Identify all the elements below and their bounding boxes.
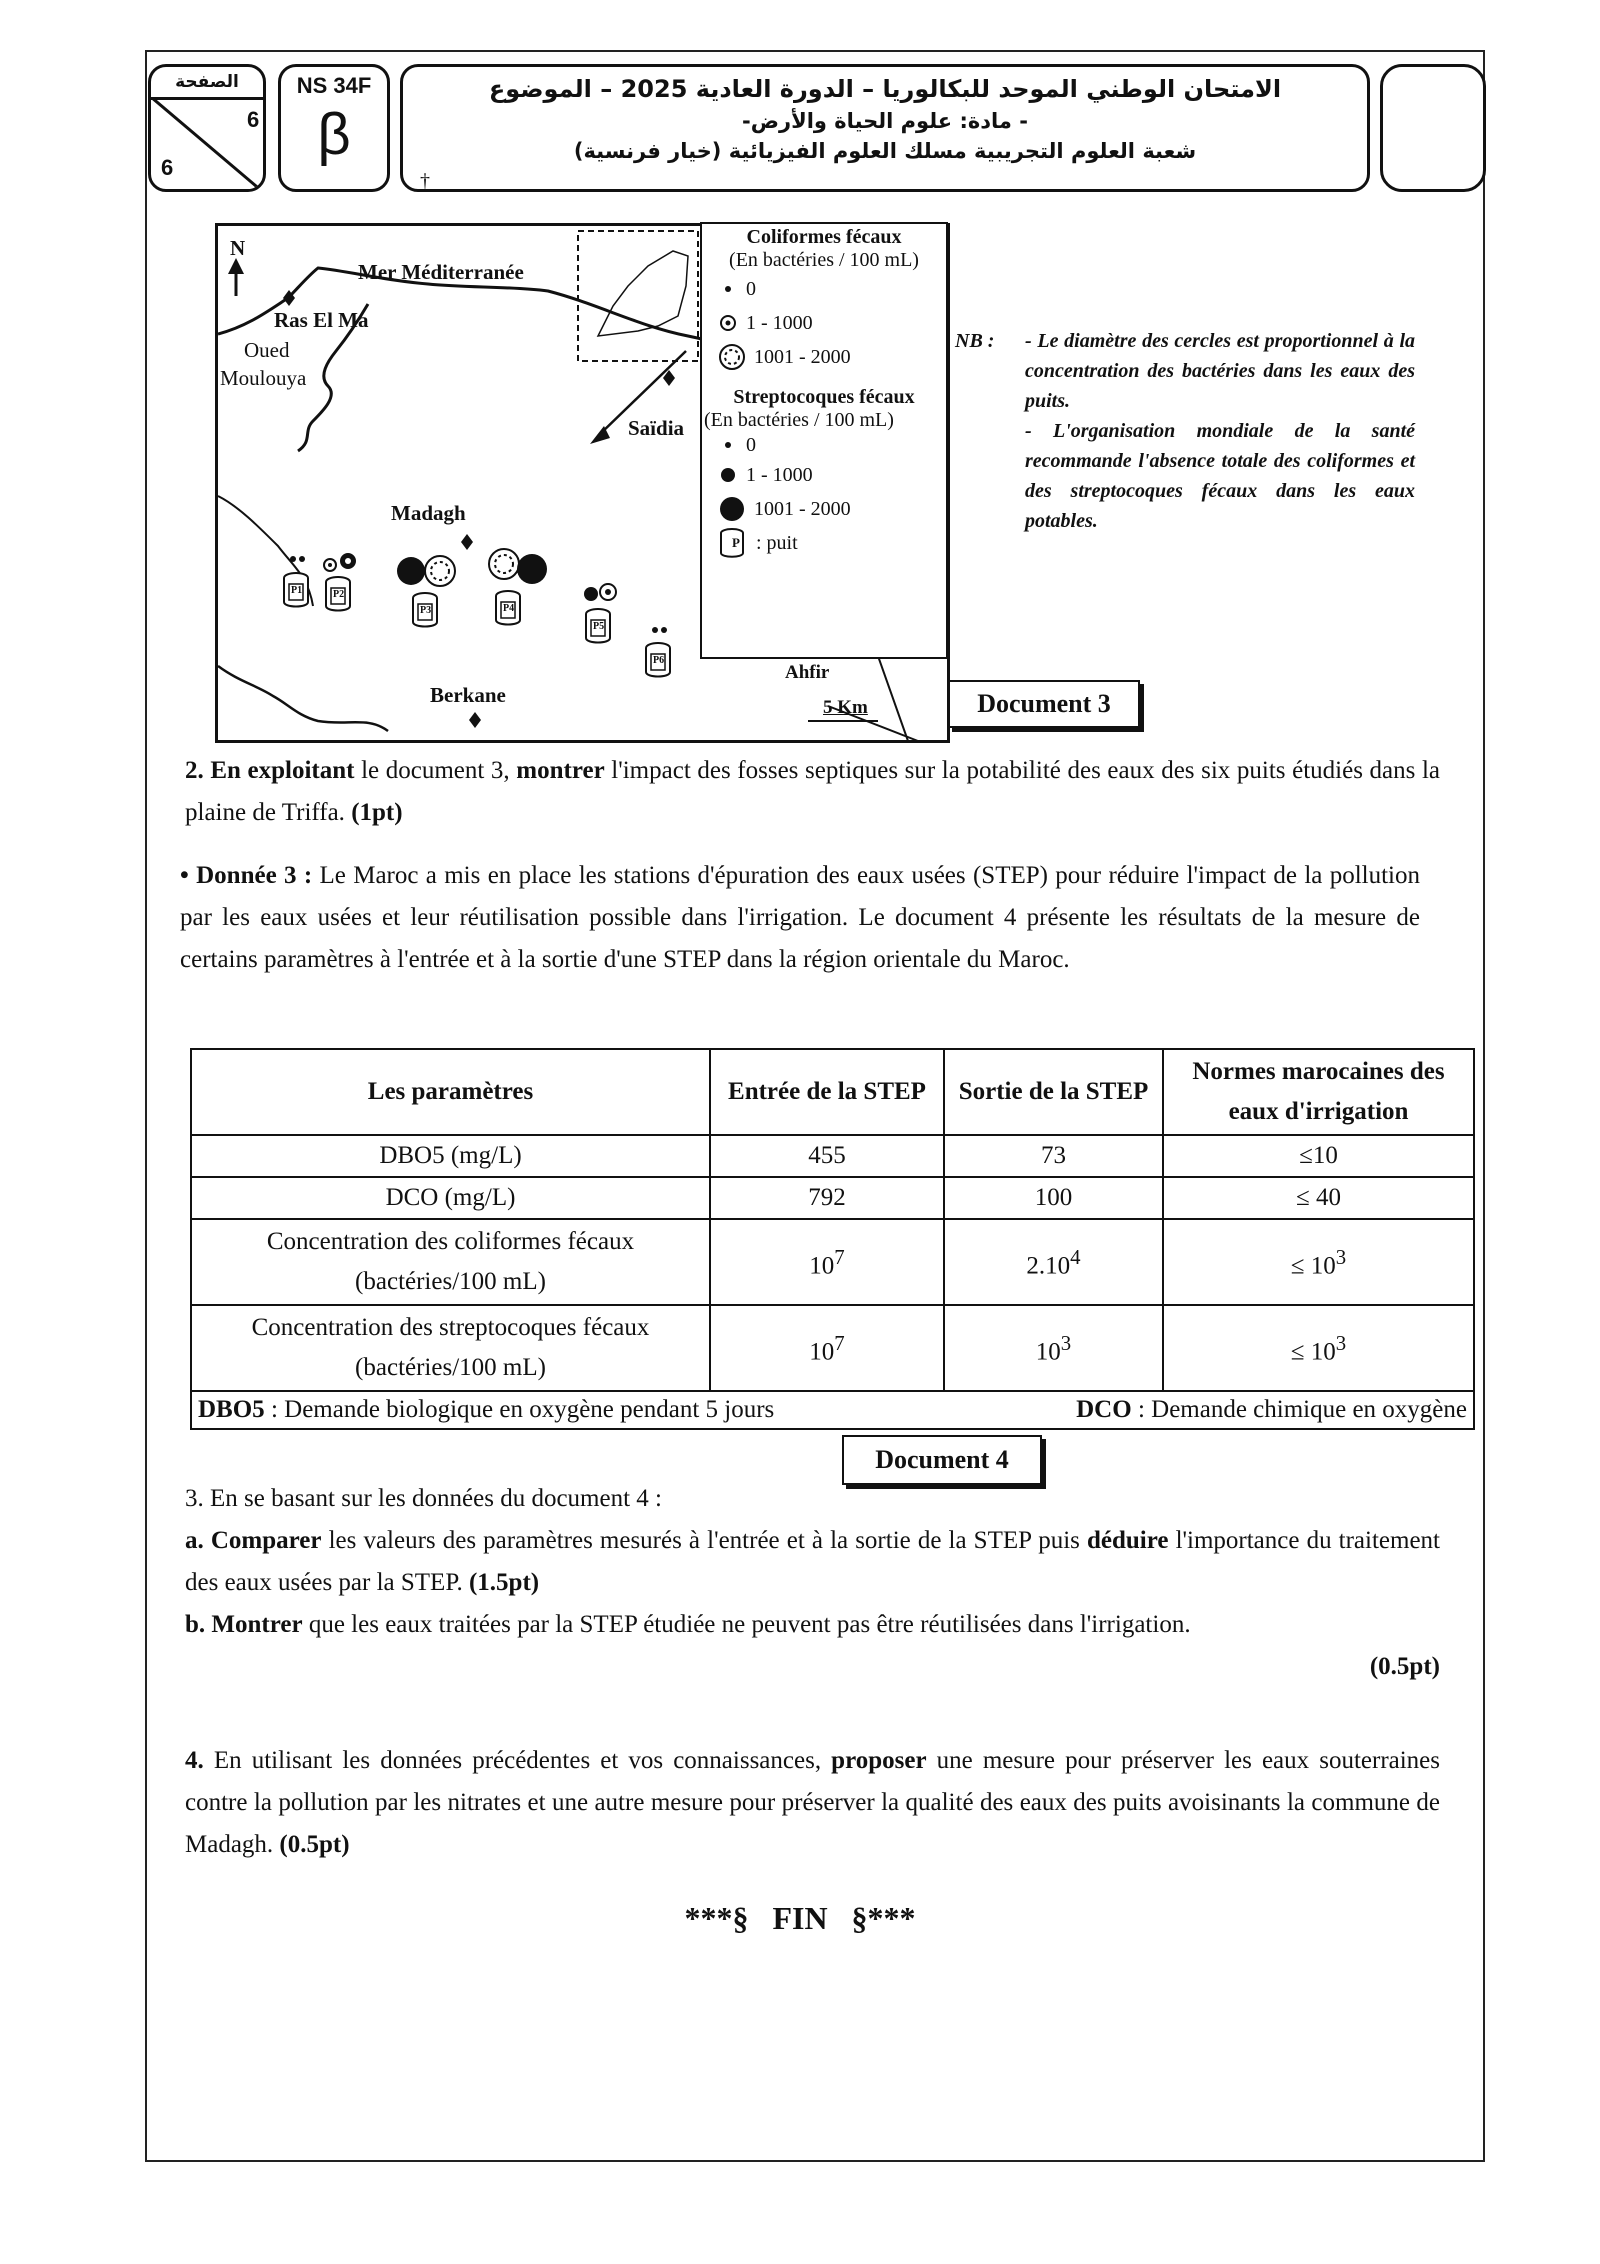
- q3-b: [185, 1604, 1440, 1646]
- exam-title-line1: الامتحان الوطني الموحد للبكالوريا – الدورة العادية 2025 – الموضوع: [488, 75, 1282, 103]
- q2-number: 2.: [185, 757, 204, 784]
- q4-text1: En utilisant les données précédentes et vos connaissances,: [203, 1747, 832, 1774]
- q2-verb1: En exploitant: [210, 757, 355, 784]
- small-ring-icon: [718, 313, 738, 333]
- document-4-label: Document 4: [842, 1435, 1042, 1485]
- exam-title-box: [400, 64, 1370, 192]
- row-dco-sortie: 100: [944, 1177, 1163, 1219]
- table-row: [191, 1305, 1474, 1391]
- well-p2: [324, 553, 356, 611]
- coliform-range-0: 0: [746, 277, 756, 300]
- large-ring-icon: [718, 343, 746, 371]
- blank-header-box: [1380, 64, 1486, 192]
- q4-verb: proposer: [831, 1747, 927, 1774]
- well-p6-label: P6: [653, 655, 665, 666]
- exam-code: NS 34F: [296, 73, 372, 98]
- well-p4: [489, 549, 547, 625]
- donnee-3: [180, 855, 1420, 981]
- ras-el-ma-label: Ras El Ma: [274, 308, 369, 332]
- row-dco-norme: ≤ 40: [1163, 1177, 1474, 1219]
- q3b-points: (0.5pt): [1369, 1653, 1440, 1680]
- row-streptocoques-norme: ≤ $10^3$: [1163, 1305, 1474, 1391]
- strepto-range-2: 1001 - 2000: [754, 497, 851, 520]
- well-p3-label: P3: [420, 605, 432, 616]
- well-p6: [646, 627, 670, 677]
- filled-circle-icon: [718, 465, 738, 485]
- row-dbo5-norme: ≤10: [1163, 1135, 1474, 1177]
- version-symbol: β: [317, 102, 351, 167]
- coliform-range-2: 1001 - 2000: [754, 345, 851, 368]
- page-current: 6: [247, 107, 260, 132]
- q3b-verb: Montrer: [211, 1611, 303, 1638]
- strepto-legend-title: Streptocoques fécaux: [733, 386, 915, 408]
- sea-label: Mer Méditerranée: [358, 260, 524, 284]
- dco-definition: : Demande chimique en oxygène: [1131, 1396, 1467, 1423]
- page-number-box: [148, 64, 266, 192]
- q3b-label: b.: [185, 1611, 206, 1638]
- nb-line2: - L'organisation mondiale de la santé recommande l'absence totale des coliformes et des streptocoques fécaux dans les eaux potables.: [1025, 420, 1415, 532]
- coliform-range-1: 1 - 1000: [746, 311, 813, 334]
- donnee3-bullet: •: [180, 862, 189, 889]
- row-streptocoques-sortie: $10^3$: [944, 1305, 1163, 1391]
- q2-points: (1pt): [351, 799, 403, 826]
- map-legend: [700, 222, 948, 659]
- coliform-legend-row-1: [702, 306, 946, 340]
- strepto-range-0: 0: [746, 433, 756, 456]
- strepto-legend-row-1: [702, 458, 946, 492]
- q3-intro: 3. En se basant sur les données du document 4 :: [185, 1485, 662, 1512]
- well-p2-label: P2: [333, 589, 345, 600]
- exam-code-box: [278, 64, 390, 192]
- q3a-points: (1.5pt): [468, 1569, 540, 1596]
- document-3-label: Document 3: [948, 680, 1140, 728]
- row-coliformes-entree: $10^7$: [710, 1219, 944, 1305]
- exam-title-line2: - مادة: علوم الحياة والأرض-: [742, 109, 1028, 133]
- row-coliformes-sortie: 2.10$^4$: [944, 1219, 1163, 1305]
- small-dot-icon: [718, 435, 738, 455]
- berkane-marker: [469, 712, 481, 728]
- strepto-legend-row-2: [702, 492, 946, 526]
- page-label: الصفحة: [151, 67, 263, 100]
- well-p1: [284, 556, 308, 607]
- q4-number: 4.: [185, 1747, 204, 1774]
- table-header-row: [191, 1049, 1474, 1135]
- row-streptocoques-entree: $10^7$: [710, 1305, 944, 1391]
- question-4: [185, 1740, 1440, 1866]
- well-p1-label: P1: [291, 585, 303, 596]
- row-dbo5-param: DBO5 (mg/L): [191, 1135, 710, 1177]
- nb-line1: - Le diamètre des cercles est proportionnel à la concentration des bactéries dans les eaux des puits.: [1025, 330, 1415, 412]
- row-coliformes-param: Concentration des coliformes fécaux (bactéries/100 mL): [191, 1219, 710, 1305]
- north-label: N: [230, 236, 246, 260]
- dco-abbrev: DCO: [1076, 1396, 1132, 1423]
- small-dot-icon: [718, 279, 738, 299]
- nb-label: NB :: [955, 330, 995, 352]
- strepto-legend-row-0: [702, 432, 946, 458]
- nb-body: [1025, 326, 1415, 536]
- q2-text2: l'impact des fosses septiques sur la potabilité des eaux des six puits étudiés dans la plaine de Triffa.: [185, 757, 1440, 826]
- end-marker: ***§ FIN §***: [684, 1900, 916, 1936]
- table-footnote-row: [191, 1391, 1474, 1429]
- coliform-legend-row-2: [702, 340, 946, 374]
- moulouya-label: Moulouya: [220, 366, 307, 390]
- table-row: [191, 1219, 1474, 1305]
- dbo5-definition: : Demande biologique en oxygène pendant 5 jours: [264, 1396, 775, 1423]
- exam-title-line3: شعبة العلوم التجريبية مسلك العلوم الفيزيائية (خيار فرنسية): [573, 139, 1197, 163]
- row-dco-entree: 792: [710, 1177, 944, 1219]
- row-dbo5-entree: 455: [710, 1135, 944, 1177]
- question-2: [185, 750, 1440, 834]
- dbo5-abbrev: DBO5: [198, 1396, 265, 1423]
- q4-points: (0.5pt): [279, 1831, 350, 1858]
- header-normes: Normes marocaines des eaux d'irrigation: [1163, 1049, 1474, 1135]
- row-streptocoques-param: Concentration des streptocoques fécaux (bactéries/100 mL): [191, 1305, 710, 1391]
- header-parametres: Les paramètres: [191, 1049, 710, 1135]
- exam-header: [148, 64, 1486, 192]
- table-footnote: [191, 1391, 1474, 1429]
- well-legend-label: : puit: [756, 531, 798, 554]
- oued-label: Oued: [244, 338, 290, 362]
- q4-text2: une mesure pour préserver les eaux souterraines contre la pollution par les nitrates et une autre mesure pour préserver la qualité des eaux des puits avoisinants la commune de Madagh.: [185, 1747, 1441, 1858]
- header-entree: Entrée de la STEP: [710, 1049, 944, 1135]
- q3-a: [185, 1520, 1440, 1604]
- large-filled-circle-icon: [718, 495, 746, 523]
- berkane-label: Berkane: [430, 683, 506, 707]
- table-row: [191, 1177, 1474, 1219]
- scale-label: 5 Km: [823, 697, 868, 718]
- well-legend-row: [702, 526, 946, 560]
- q3a-label: a.: [185, 1527, 204, 1554]
- coliform-legend-unit: (En bactéries / 100 mL): [729, 249, 919, 271]
- saidia-label: Saïdia: [628, 416, 685, 440]
- donnee3-label: Donnée 3 :: [196, 862, 313, 889]
- q3a-verb2: déduire: [1086, 1527, 1169, 1554]
- well-p4-label: P4: [503, 603, 515, 614]
- q3a-text1: les valeurs des paramètres mesurés à l'entrée et à la sortie de la STEP puis: [321, 1527, 1087, 1554]
- well-p5: [584, 584, 616, 643]
- step-parameters-table: [190, 1048, 1475, 1430]
- coliform-legend-row-0: [702, 272, 946, 306]
- well-symbol: P: [732, 535, 740, 550]
- strepto-range-1: 1 - 1000: [746, 463, 813, 486]
- ahfir-label: Ahfir: [785, 662, 830, 683]
- page-total: 6: [161, 155, 174, 180]
- q3a-verb1: Comparer: [210, 1527, 322, 1554]
- q3a-text2: l'importance du traitement des eaux usées par la STEP.: [185, 1527, 1441, 1596]
- row-dbo5-sortie: 73: [944, 1135, 1163, 1177]
- coliform-legend-title: Coliformes fécaux: [746, 226, 902, 248]
- row-coliformes-norme: ≤ $10^3$: [1163, 1219, 1474, 1305]
- q3b-points-line: [185, 1646, 1440, 1688]
- madagh-marker: [461, 534, 473, 550]
- well-p5-label: P5: [593, 621, 605, 632]
- table-row: [191, 1135, 1474, 1177]
- donnee3-text: Le Maroc a mis en place les stations d'épuration des eaux usées (STEP) pour réduire l'impact de la pollution par les eaux usées et leur réutilisation possible dans l'irrigation. Le document 4 présente les résultats de la mesure de certains paramètres à l'entrée et à la sortie d'une STEP dans la région orientale du Maroc.: [180, 862, 1421, 973]
- madagh-label: Madagh: [391, 501, 466, 525]
- header-sortie: Sortie de la STEP: [944, 1049, 1163, 1135]
- row-dco-param: DCO (mg/L): [191, 1177, 710, 1219]
- question-3: [185, 1478, 1440, 1688]
- q2-text1: le document 3,: [354, 757, 517, 784]
- q2-verb2: montrer: [516, 757, 605, 784]
- dagger-mark: †: [420, 170, 430, 192]
- strepto-legend-unit: (En bactéries / 100 mL): [704, 409, 894, 431]
- q3b-text: que les eaux traitées par la STEP étudiée ne peuvent pas être réutilisées dans l'irrigation.: [302, 1611, 1191, 1638]
